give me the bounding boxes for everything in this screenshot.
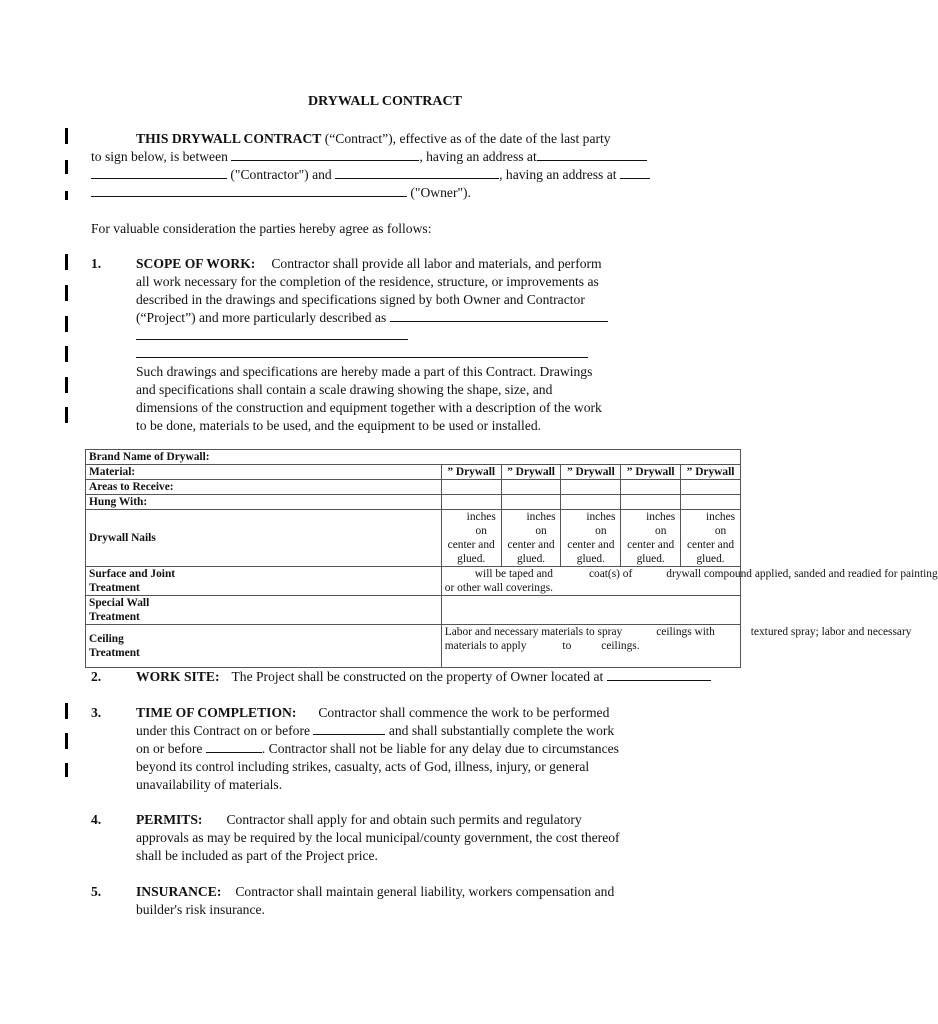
ceiling-text: materials to apply: [444, 640, 527, 652]
section-text: on or before: [136, 741, 203, 756]
contractor-address-blank-2[interactable]: [91, 166, 227, 179]
change-bar: [65, 128, 68, 144]
section-heading: TIME OF COMPLETION:: [136, 705, 297, 720]
nails-text: inches on: [526, 511, 556, 537]
surface-text: coat(s) of: [588, 568, 633, 580]
nails-text: inches on: [646, 511, 676, 537]
section-number: 5.: [91, 884, 102, 899]
ceiling-text: ceilings with: [656, 626, 715, 638]
surface-cell[interactable]: [441, 567, 938, 596]
intro-text: , having an address at: [419, 149, 537, 164]
nails-text: center and glued.: [447, 539, 495, 565]
drywall-col[interactable]: ” Drywall: [681, 465, 741, 480]
section-text: . Contractor shall not be liable for any delay due to circumstances: [261, 741, 619, 756]
change-bar: [65, 377, 68, 393]
drywall-col[interactable]: ” Drywall: [501, 465, 561, 480]
table-row: [86, 480, 741, 495]
project-description-blank[interactable]: [390, 309, 608, 322]
change-bar: [65, 703, 68, 719]
section-text: and shall substantially complete the work: [388, 723, 615, 738]
section-text: shall be included as part of the Project price.: [136, 848, 378, 863]
drywall-col[interactable]: ” Drywall: [621, 465, 681, 480]
nails-text: center and glued.: [627, 539, 675, 565]
change-bar: [65, 160, 68, 174]
nails-cell[interactable]: [441, 510, 501, 567]
special-cell[interactable]: [441, 596, 740, 625]
label-text: Treatment: [89, 611, 140, 623]
table-cell[interactable]: [561, 480, 621, 495]
nails-cell[interactable]: [501, 510, 561, 567]
section-heading: PERMITS:: [136, 812, 203, 827]
surface-text: drywall compound applied, sanded and readied for painting: [666, 568, 938, 580]
project-description-blank-3[interactable]: [136, 345, 588, 358]
section-heading: WORK SITE:: [136, 669, 220, 684]
nails-cell[interactable]: [681, 510, 741, 567]
special-label: [86, 596, 442, 625]
table-cell[interactable]: [441, 480, 501, 495]
areas-label: Areas to Receive:: [86, 480, 442, 495]
completion-date-blank[interactable]: [206, 740, 262, 753]
consideration-text: For valuable consideration the parties hereby agree as follows:: [91, 221, 432, 236]
change-bar: [65, 407, 68, 423]
drywall-spec-table: [85, 449, 938, 668]
intro-line1: (“Contract”), effective as of the date of the last party: [321, 131, 611, 146]
section-text: under this Contract on or before: [136, 723, 311, 738]
nails-cell[interactable]: [561, 510, 621, 567]
table-row: [86, 567, 741, 596]
ceiling-text: to: [562, 640, 572, 652]
change-bar: [65, 733, 68, 749]
section-work-site: [136, 668, 776, 686]
brand-label: Brand Name of Drywall:: [86, 450, 741, 465]
table-row: [86, 450, 741, 465]
section-text: The Project shall be constructed on the property of Owner located at: [231, 669, 604, 684]
owner-address-blank[interactable]: [620, 166, 650, 179]
intro-paragraph: [91, 130, 691, 202]
ceiling-text: Labor and necessary materials to spray: [444, 626, 623, 638]
work-site-blank[interactable]: [607, 668, 711, 681]
nails-text: inches on: [466, 511, 496, 537]
label-text: Treatment: [89, 582, 140, 594]
label-text: Treatment: [89, 647, 140, 659]
change-bar: [65, 254, 68, 270]
nails-cell[interactable]: [621, 510, 681, 567]
table-row: [86, 495, 741, 510]
ceiling-text: textured spray; labor and necessary: [750, 626, 912, 638]
change-bar: [65, 346, 68, 362]
label-text: Ceiling: [89, 633, 124, 645]
section-heading: INSURANCE:: [136, 884, 222, 899]
section-heading: SCOPE OF WORK:: [136, 256, 256, 271]
ceiling-text: ceilings.: [601, 640, 640, 652]
material-label: Material:: [86, 465, 442, 480]
nails-label: Drywall Nails: [86, 510, 442, 567]
section-text: (“Project”) and more particularly described as: [136, 310, 387, 325]
owner-address-blank-2[interactable]: [91, 184, 407, 197]
section-text: and specifications shall contain a scale drawing showing the shape, size, and: [136, 382, 553, 397]
ceiling-label: [86, 625, 442, 668]
drywall-col[interactable]: ” Drywall: [441, 465, 501, 480]
table-cell[interactable]: [441, 495, 501, 510]
contractor-address-blank[interactable]: [537, 148, 647, 161]
section-text: all work necessary for the completion of the residence, structure, or improvements as: [136, 274, 599, 289]
section-text: dimensions of the construction and equipment together with a description of the work: [136, 400, 602, 415]
section-number: 3.: [91, 705, 102, 720]
surface-text: will be taped and: [474, 568, 553, 580]
commence-date-blank[interactable]: [313, 722, 385, 735]
nails-text: center and glued.: [507, 539, 555, 565]
section-scope-of-work: [136, 255, 666, 435]
section-text: Contractor shall maintain general liability, workers compensation and: [235, 884, 615, 899]
section-text: Contractor shall commence the work to be performed: [318, 705, 610, 720]
label-text: Surface and Joint: [89, 568, 176, 580]
table-cell[interactable]: [561, 495, 621, 510]
intro-text: to sign below, is between: [91, 149, 228, 164]
document-title: DRYWALL CONTRACT: [308, 94, 462, 109]
ceiling-cell[interactable]: [441, 625, 912, 668]
table-cell[interactable]: [621, 495, 681, 510]
table-cell[interactable]: [501, 495, 561, 510]
change-bar: [65, 191, 68, 200]
intro-text: , having an address at: [499, 167, 617, 182]
section-text: to be done, materials to be used, and the equipment to be used or installed.: [136, 418, 542, 433]
section-insurance: [136, 883, 680, 919]
table-cell[interactable]: [621, 480, 681, 495]
section-number: 4.: [91, 812, 102, 827]
section-number: 1.: [91, 256, 102, 271]
table-cell[interactable]: [681, 495, 741, 510]
surface-label: [86, 567, 442, 596]
section-text: Such drawings and specifications are hereby made a part of this Contract. Drawings: [136, 364, 593, 379]
change-bar: [65, 763, 68, 777]
table-cell[interactable]: [681, 480, 741, 495]
hung-label: Hung With:: [86, 495, 442, 510]
table-row: [86, 596, 741, 625]
project-description-blank-2[interactable]: [136, 327, 408, 340]
section-text: described in the drawings and specifications signed by both Owner and Contractor: [136, 292, 585, 307]
section-number: 2.: [91, 669, 102, 684]
section-text: Contractor shall provide all labor and materials, and perform: [271, 256, 602, 271]
nails-text: inches on: [586, 511, 616, 537]
table-row: [86, 625, 741, 668]
section-text: approvals as may be required by the local municipal/county government, the cost thereof: [136, 830, 620, 845]
section-time-of-completion: [136, 704, 666, 794]
intro-lead: THIS DRYWALL CONTRACT: [136, 131, 322, 146]
drywall-col[interactable]: ” Drywall: [561, 465, 621, 480]
table-cell[interactable]: [501, 480, 561, 495]
section-permits: [136, 811, 680, 865]
intro-text: ("Contractor") and: [230, 167, 332, 182]
contractor-name-blank[interactable]: [231, 148, 419, 161]
section-text: unavailability of materials.: [136, 777, 283, 792]
surface-text: or other wall coverings.: [444, 582, 553, 594]
section-text: Contractor shall apply for and obtain such permits and regulatory: [226, 812, 582, 827]
nails-text: inches on: [706, 511, 736, 537]
change-bar: [65, 285, 68, 301]
nails-text: center and glued.: [686, 539, 735, 565]
nails-text: center and glued.: [567, 539, 615, 565]
table-row: [86, 510, 741, 567]
section-text: beyond its control including strikes, casualty, acts of God, illness, injury, or general: [136, 759, 590, 774]
change-bar: [65, 316, 68, 332]
section-text: builder's risk insurance.: [136, 902, 265, 917]
intro-text: ("Owner").: [410, 185, 471, 200]
table-row: [86, 465, 741, 480]
owner-name-blank[interactable]: [335, 166, 499, 179]
label-text: Special Wall: [89, 597, 150, 609]
